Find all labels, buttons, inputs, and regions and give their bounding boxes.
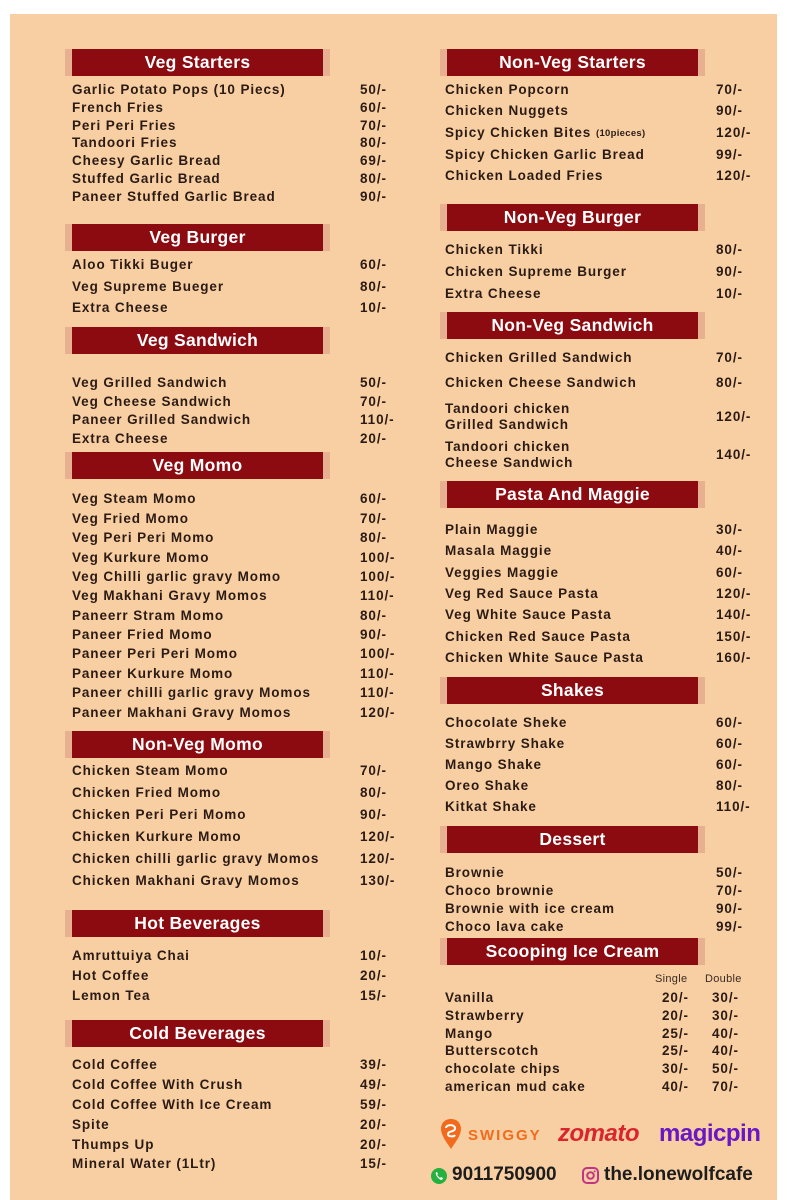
- section-header-non-veg-starters: Non-Veg Starters: [440, 49, 705, 76]
- section-header-pasta-and-maggie: Pasta And Maggie: [440, 481, 705, 508]
- menu-item-name: Peri Peri Fries: [72, 118, 177, 133]
- menu-item-name: Mineral Water (1Ltr): [72, 1156, 217, 1171]
- menu-item-price: 70/-: [716, 82, 743, 97]
- menu-item-price: 120/-: [716, 125, 752, 140]
- menu-item-name: Garlic Potato Pops (10 Piecs): [72, 82, 286, 97]
- menu-item-price: 70/-: [360, 511, 387, 526]
- menu-item-name: Choco brownie: [445, 883, 555, 898]
- menu-item-name: Chicken Loaded Fries: [445, 168, 604, 183]
- menu-item-name: Kitkat Shake: [445, 799, 537, 814]
- menu-item-name: Chicken White Sauce Pasta: [445, 650, 644, 665]
- magicpin-logo-text: magicpin: [659, 1120, 761, 1147]
- menu-item-name: Chicken Popcorn: [445, 82, 570, 97]
- ice-cream-name: american mud cake: [445, 1079, 586, 1094]
- menu-item-name: Mango Shake: [445, 757, 542, 772]
- menu-item-price: 100/-: [360, 550, 396, 565]
- menu-item-name: Strawbrry Shake: [445, 736, 566, 751]
- menu-item-price: 69/-: [360, 153, 387, 168]
- ice-cream-single-price: 25/-: [662, 1043, 689, 1058]
- menu-item-name: Veg Supreme Bueger: [72, 279, 224, 294]
- menu-item-name: Paneer chilli garlic gravy Momos: [72, 685, 311, 700]
- menu-item-name: Veg Chilli garlic gravy Momo: [72, 569, 281, 584]
- menu-item-name: Amruttuiya Chai: [72, 948, 190, 963]
- menu-item-price: 20/-: [360, 431, 387, 446]
- ice-cream-double-price: 30/-: [712, 1008, 739, 1023]
- menu-item-name: Spicy Chicken Bites: [445, 125, 592, 140]
- menu-item-price: 90/-: [360, 627, 387, 642]
- menu-item-name: Chicken Fried Momo: [72, 785, 221, 800]
- section-header-dessert: Dessert: [440, 826, 705, 853]
- ice-cream-double-price: 40/-: [712, 1043, 739, 1058]
- ice-cream-name: chocolate chips: [445, 1061, 561, 1076]
- instagram-handle: the.lonewolfcafe: [604, 1164, 753, 1185]
- menu-item-price: 100/-: [360, 646, 396, 661]
- menu-item-name: Tandoori chicken: [445, 401, 571, 416]
- menu-item-name: Veg Peri Peri Momo: [72, 530, 215, 545]
- menu-item-name: Chicken Cheese Sandwich: [445, 375, 637, 390]
- menu-item-price: 60/-: [716, 757, 743, 772]
- menu-item-price: 40/-: [716, 543, 743, 558]
- section-header-scooping-ice-cream: Scooping Ice Cream: [440, 938, 705, 965]
- menu-item-price: 50/-: [360, 375, 387, 390]
- menu-item-price: 59/-: [360, 1097, 387, 1112]
- menu-item-price: 90/-: [360, 807, 387, 822]
- menu-item-price: 80/-: [716, 242, 743, 257]
- menu-item-price: 99/-: [716, 919, 743, 934]
- menu-item-price: 90/-: [716, 103, 743, 118]
- menu-item-name: Veg Red Sauce Pasta: [445, 586, 599, 601]
- menu-item-price: 70/-: [360, 763, 387, 778]
- menu-item-name: Paneer Kurkure Momo: [72, 666, 234, 681]
- menu-item-price: 110/-: [360, 412, 395, 427]
- menu-item-name: Cold Coffee With Crush: [72, 1077, 244, 1092]
- menu-item-price: 80/-: [716, 778, 743, 793]
- section-header-veg-starters: Veg Starters: [65, 49, 330, 76]
- menu-item-name: Paneer Peri Peri Momo: [72, 646, 238, 661]
- menu-item-name: Chicken Supreme Burger: [445, 264, 627, 279]
- menu-item-price: 70/-: [360, 118, 387, 133]
- menu-item-price: 120/-: [716, 409, 752, 424]
- menu-item-price: 15/-: [360, 1156, 387, 1171]
- menu-item-price: 80/-: [360, 171, 387, 186]
- menu-item-name: Aloo Tikki Buger: [72, 257, 194, 272]
- menu-item-name: Spite: [72, 1117, 110, 1132]
- phone-number: 9011750900: [452, 1164, 557, 1185]
- menu-item-price: 60/-: [360, 100, 387, 115]
- delivery-partners: [440, 1114, 780, 1154]
- menu-item-name: Spicy Chicken Garlic Bread: [445, 147, 645, 162]
- menu-item-price: 90/-: [360, 189, 387, 204]
- menu-item-price: 150/-: [716, 629, 752, 644]
- instagram-icon: [582, 1167, 599, 1184]
- menu-item-price: 130/-: [360, 873, 396, 888]
- menu-item-price: 39/-: [360, 1057, 387, 1072]
- menu-item-price: 20/-: [360, 1137, 387, 1152]
- menu-item-price: 60/-: [716, 736, 743, 751]
- section-header-veg-momo: Veg Momo: [65, 452, 330, 479]
- menu-item-price: 80/-: [360, 530, 387, 545]
- menu-item-price: 20/-: [360, 1117, 387, 1132]
- section-header-veg-sandwich: Veg Sandwich: [65, 327, 330, 354]
- menu-item-name: Veg Makhani Gravy Momos: [72, 588, 268, 603]
- menu-item-price: 110/-: [360, 588, 395, 603]
- menu-item-name: Chicken Makhani Gravy Momos: [72, 873, 300, 888]
- ice-cream-double-price: 50/-: [712, 1061, 739, 1076]
- menu-item-price: 90/-: [716, 901, 743, 916]
- menu-item-price: 20/-: [360, 968, 387, 983]
- menu-item-price: 80/-: [360, 785, 387, 800]
- zomato-logo-text: zomato: [558, 1120, 639, 1147]
- menu-item-name: Brownie with ice cream: [445, 901, 615, 916]
- menu-item-name: Hot Coffee: [72, 968, 150, 983]
- section-header-veg-burger: Veg Burger: [65, 224, 330, 251]
- section-header-non-veg-burger: Non-Veg Burger: [440, 204, 705, 231]
- col-label-double: Double: [705, 973, 742, 985]
- ice-cream-double-price: 30/-: [712, 990, 739, 1005]
- menu-item-price: 15/-: [360, 988, 387, 1003]
- menu-item-name: Veg Grilled Sandwich: [72, 375, 228, 390]
- menu-item-price: 99/-: [716, 147, 743, 162]
- menu-item-name: Chicken Steam Momo: [72, 763, 229, 778]
- menu-item-name: Chicken chilli garlic gravy Momos: [72, 851, 320, 866]
- menu-item-name: Paneer Fried Momo: [72, 627, 213, 642]
- menu-item-price: 10/-: [716, 286, 743, 301]
- swiggy-logo-text: SWIGGY: [468, 1127, 542, 1144]
- menu-item-price: 120/-: [360, 829, 396, 844]
- ice-cream-single-price: 20/-: [662, 1008, 689, 1023]
- menu-sheet: [10, 14, 777, 1200]
- menu-item-name: Extra Cheese: [72, 300, 169, 315]
- menu-item-name: Paneer Makhani Gravy Momos: [72, 705, 292, 720]
- menu-item-price: 120/-: [716, 586, 752, 601]
- menu-item-price: 120/-: [360, 705, 396, 720]
- menu-item-name: Chicken Peri Peri Momo: [72, 807, 247, 822]
- menu-item-price: 10/-: [360, 948, 387, 963]
- menu-item-name: Tandoori chicken: [445, 439, 571, 454]
- menu-item-price: 60/-: [716, 565, 743, 580]
- menu-item-price: 10/-: [360, 300, 387, 315]
- col-label-single: Single: [655, 973, 688, 985]
- menu-item-price: 110/-: [716, 799, 751, 814]
- menu-item-name: Chicken Tikki: [445, 242, 544, 257]
- menu-item-price: 49/-: [360, 1077, 387, 1092]
- menu-item-price: 60/-: [360, 257, 387, 272]
- menu-item-name: Thumps Up: [72, 1137, 155, 1152]
- menu-item-price: 140/-: [716, 607, 752, 622]
- menu-item-price: 140/-: [716, 447, 752, 462]
- menu-item-name: Lemon Tea: [72, 988, 151, 1003]
- ice-cream-double-price: 70/-: [712, 1079, 739, 1094]
- menu-item-name: Veggies Maggie: [445, 565, 559, 580]
- menu-item-name: Stuffed Garlic Bread: [72, 171, 221, 186]
- menu-item-name: Veg Kurkure Momo: [72, 550, 210, 565]
- menu-item-name: Paneer Stuffed Garlic Bread: [72, 189, 276, 204]
- menu-item-price: 60/-: [360, 491, 387, 506]
- menu-item-price: 110/-: [360, 685, 395, 700]
- contact-bar: [430, 1162, 770, 1190]
- menu-item-price: 30/-: [716, 522, 743, 537]
- menu-item-name-line2: Grilled Sandwich: [445, 417, 569, 432]
- menu-item-name: Oreo Shake: [445, 778, 530, 793]
- menu-item-name: Choco lava cake: [445, 919, 565, 934]
- menu-item-name: Cold Coffee With Ice Cream: [72, 1097, 273, 1112]
- ice-cream-single-price: 40/-: [662, 1079, 689, 1094]
- menu-item-name: Chocolate Sheke: [445, 715, 568, 730]
- menu-item-price: 60/-: [716, 715, 743, 730]
- menu-item-name: Chicken Nuggets: [445, 103, 569, 118]
- menu-item-price: 90/-: [716, 264, 743, 279]
- menu-item-name: Extra Cheese: [445, 286, 542, 301]
- menu-item-name: Chicken Red Sauce Pasta: [445, 629, 631, 644]
- menu-item-price: 120/-: [360, 851, 396, 866]
- menu-item-name: Chicken Grilled Sandwich: [445, 350, 633, 365]
- section-header-hot-beverages: Hot Beverages: [65, 910, 330, 937]
- ice-cream-double-price: 40/-: [712, 1026, 739, 1041]
- section-header-non-veg-momo: Non-Veg Momo: [65, 731, 330, 758]
- whatsapp-icon: [430, 1167, 448, 1185]
- section-header-cold-beverages: Cold Beverages: [65, 1020, 330, 1047]
- menu-item-price: 50/-: [716, 865, 743, 880]
- menu-item-name: Chicken Kurkure Momo: [72, 829, 242, 844]
- section-header-shakes: Shakes: [440, 677, 705, 704]
- menu-item-name: Brownie: [445, 865, 505, 880]
- menu-item-name-line2: Cheese Sandwich: [445, 455, 574, 470]
- menu-item-price: 70/-: [716, 883, 743, 898]
- menu-item-price: 120/-: [716, 168, 752, 183]
- ice-cream-name: Butterscotch: [445, 1043, 540, 1058]
- right-column: [10, 14, 777, 1200]
- menu-item-price: 80/-: [360, 135, 387, 150]
- ice-cream-name: Mango: [445, 1026, 493, 1041]
- ice-cream-single-price: 20/-: [662, 990, 689, 1005]
- ice-cream-name: Vanilla: [445, 990, 495, 1005]
- menu-item-price: 80/-: [716, 375, 743, 390]
- menu-item-name: Paneer Grilled Sandwich: [72, 412, 252, 427]
- menu-item-price: 110/-: [360, 666, 395, 681]
- ice-cream-single-price: 25/-: [662, 1026, 689, 1041]
- ice-cream-name: Strawberry: [445, 1008, 525, 1023]
- menu-item-price: 70/-: [360, 394, 387, 409]
- menu-item-name: Veg Steam Momo: [72, 491, 197, 506]
- menu-item-name: Masala Maggie: [445, 543, 552, 558]
- menu-item-name: Cheesy Garlic Bread: [72, 153, 222, 168]
- menu-item-name: Plain Maggie: [445, 522, 539, 537]
- menu-item-price: 80/-: [360, 279, 387, 294]
- menu-item-price: 100/-: [360, 569, 396, 584]
- menu-item-name: Veg Fried Momo: [72, 511, 189, 526]
- swiggy-icon: [440, 1118, 462, 1150]
- menu-item-price: 70/-: [716, 350, 743, 365]
- section-header-non-veg-sandwich: Non-Veg Sandwich: [440, 312, 705, 339]
- menu-item-price: 80/-: [360, 608, 387, 623]
- menu-item-name: Cold Coffee: [72, 1057, 158, 1072]
- menu-item-name: Tandoori Fries: [72, 135, 178, 150]
- ice-cream-single-price: 30/-: [662, 1061, 689, 1076]
- menu-item-price: 50/-: [360, 82, 387, 97]
- menu-item-name: Extra Cheese: [72, 431, 169, 446]
- menu-item-note: (10pieces): [596, 128, 646, 139]
- menu-item-name: Veg White Sauce Pasta: [445, 607, 612, 622]
- menu-item-name: Paneerr Stram Momo: [72, 608, 224, 623]
- menu-item-name: Veg Cheese Sandwich: [72, 394, 232, 409]
- menu-item-price: 160/-: [716, 650, 752, 665]
- menu-item-name: French Fries: [72, 100, 164, 115]
